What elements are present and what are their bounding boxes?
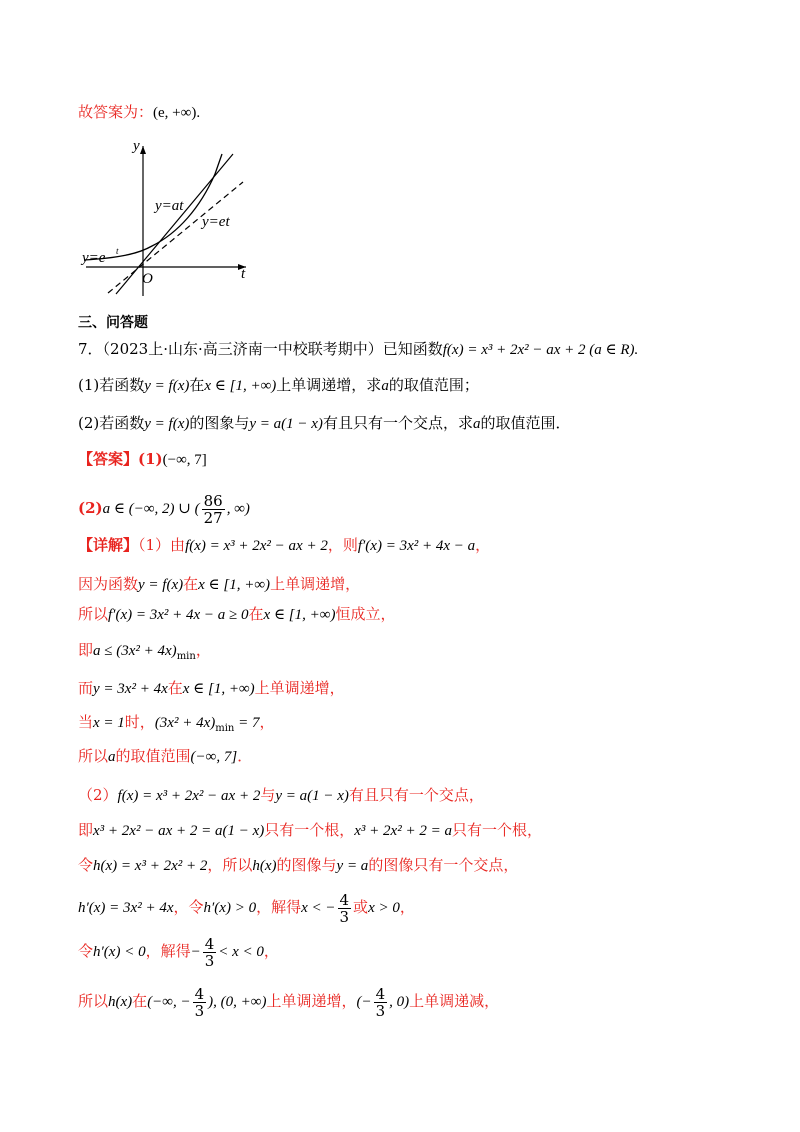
label-et: y=et xyxy=(202,214,230,230)
origin-label: O xyxy=(142,271,153,287)
d2f: y = f(x) xyxy=(138,577,184,593)
d12b: ，解得 xyxy=(145,942,191,960)
d13r1b: ), (0, +∞) xyxy=(208,994,267,1010)
t-axis-label: t xyxy=(241,266,246,282)
d13c: 上单调递增， xyxy=(266,992,357,1010)
d10h: h(x) xyxy=(252,858,277,874)
d4a: 即 xyxy=(78,641,94,659)
d13-frac2 xyxy=(374,986,388,1019)
detail-line-5 xyxy=(78,678,345,699)
d6sub: min xyxy=(215,723,235,734)
d9b: 只有一个根， xyxy=(264,821,355,839)
d9c: 只有一个根， xyxy=(451,821,542,839)
answer-v2b: , ∞) xyxy=(226,501,250,517)
final-answer-prefix: 故答案为： xyxy=(78,103,154,121)
d1c: ， xyxy=(475,536,491,554)
detail-tag: 【详解】 xyxy=(78,536,139,554)
q7-2-end: 的取值范围． xyxy=(480,414,571,432)
d13den2: 3 xyxy=(375,1001,386,1020)
d3c: 恒成立， xyxy=(335,605,396,623)
q7-part-1 xyxy=(78,375,479,396)
d12g: h′(x) < 0 xyxy=(93,944,146,960)
final-answer-line xyxy=(78,102,200,123)
answer-line-2 xyxy=(78,488,250,528)
q7-2-a: a xyxy=(472,416,481,432)
answer-line-1 xyxy=(78,449,207,470)
d10f: h(x) = x³ + 2x² + 2 xyxy=(93,858,208,874)
detail-line-8 xyxy=(78,785,484,806)
d8a: （2） xyxy=(78,786,118,804)
q7-number: 7． xyxy=(78,340,103,358)
d13den: 3 xyxy=(194,1001,205,1020)
d12x2: < x < 0 xyxy=(218,944,264,960)
d2b: 在 xyxy=(183,575,199,593)
d12c: ， xyxy=(263,942,279,960)
d3f: f′(x) = 3x² + 4x − a ≥ 0 xyxy=(108,607,249,623)
d13d: 上单调递减， xyxy=(409,992,500,1010)
d11-frac xyxy=(338,892,352,925)
d1df: f′(x) = 3x² + 4x − a xyxy=(357,538,476,554)
d3a: 所以 xyxy=(78,605,109,623)
detail-line-13 xyxy=(78,979,499,1023)
detail-line-10 xyxy=(78,855,518,876)
d1f: f(x) = x³ + 2x² − ax + 2 xyxy=(185,538,328,554)
d6f: (3x² + 4x) xyxy=(154,715,216,731)
exp-curve xyxy=(84,154,222,260)
d3b: 在 xyxy=(248,605,264,623)
d11a: ，令 xyxy=(173,898,204,916)
d8f: f(x) = x³ + 2x² − ax + 2 xyxy=(117,788,261,804)
d12num: 4 xyxy=(204,934,215,953)
answer-frac-num: 86 xyxy=(203,491,223,510)
d1a: （1）由 xyxy=(138,536,186,554)
d2a: 因为函数 xyxy=(78,575,139,593)
answer-frac-den: 27 xyxy=(203,508,223,527)
d10d: 的图像只有一个交点， xyxy=(368,856,519,874)
q7-1-func: y = f(x) xyxy=(144,378,190,394)
detail-line-6 xyxy=(78,712,275,739)
d6a: 当 xyxy=(78,713,94,731)
exponential-graph xyxy=(78,138,268,304)
detail-line-9 xyxy=(78,820,542,841)
d6x: x = 1 xyxy=(93,715,125,731)
d8c: 有且只有一个交点， xyxy=(348,786,484,804)
d5a: 而 xyxy=(78,679,94,697)
q7-1-label: (1)若函数 xyxy=(78,376,145,394)
d4f: a ≤ (3x² + 4x) xyxy=(93,643,177,659)
q7-1-mid: 在 xyxy=(189,376,205,394)
d12a: 令 xyxy=(78,942,94,960)
q7-2-mid: 的图象与 xyxy=(189,414,250,432)
d11y: x > 0 xyxy=(368,900,400,916)
d9f: x³ + 2x² − ax + 2 = a(1 − x) xyxy=(93,823,265,839)
d5b: 在 xyxy=(167,679,183,697)
d4sub: min xyxy=(176,651,196,662)
detail-line-4 xyxy=(78,640,211,667)
d9a: 即 xyxy=(78,821,94,839)
answer-p2: (2) xyxy=(78,499,103,517)
d11d: ， xyxy=(399,898,415,916)
q7-2-g: y = a(1 − x) xyxy=(249,416,323,432)
label-exp-sup: t xyxy=(116,246,119,256)
q7-1-end: 的取值范围； xyxy=(388,376,479,394)
d8b: 与 xyxy=(260,786,276,804)
d13r2a: (− xyxy=(356,994,372,1010)
d13b: 在 xyxy=(132,992,148,1010)
d12den: 3 xyxy=(204,951,215,970)
d3d: x ∈ [1, +∞) xyxy=(263,607,336,623)
d10c: 的图像与 xyxy=(276,856,337,874)
d11f: h′(x) = 3x² + 4x xyxy=(78,900,174,916)
q7-1-a: a xyxy=(381,378,389,394)
d2c: 上单调递增， xyxy=(270,575,361,593)
d5d: x ∈ [1, +∞) xyxy=(182,681,255,697)
d10g: y = a xyxy=(336,858,369,874)
d13num: 4 xyxy=(194,984,205,1003)
y-axis-label: y xyxy=(133,138,140,154)
d13h: h(x) xyxy=(108,994,133,1010)
d13r2b: , 0) xyxy=(389,994,410,1010)
d10b: ，所以 xyxy=(207,856,253,874)
d6v: = 7 xyxy=(234,715,260,731)
answer-v2a: a ∈ (−∞, 2) ∪ ( xyxy=(102,501,200,517)
answer-fraction xyxy=(202,493,225,526)
question-7 xyxy=(78,339,638,360)
d7a: 所以 xyxy=(78,747,109,765)
d5c: 上单调递增， xyxy=(254,679,345,697)
d1b: ，则 xyxy=(327,536,358,554)
detail-line-7 xyxy=(78,746,252,767)
q7-function: f(x) = x³ + 2x² − ax + 2 (a ∈ R). xyxy=(442,342,639,358)
q7-source: （2023上·山东·高三济南一中校联考期中）已知函数 xyxy=(102,340,443,358)
final-answer-value: (e, +∞). xyxy=(153,105,201,121)
d7r: (−∞, 7] xyxy=(190,749,238,765)
answer-tag: 【答案】 xyxy=(78,450,139,468)
q7-part-2 xyxy=(78,413,570,434)
d11g: h′(x) > 0 xyxy=(203,900,257,916)
q7-1-domain: x ∈ [1, +∞) xyxy=(204,378,277,394)
answer-v1: (−∞, 7] xyxy=(162,452,207,468)
answer-p1: (1) xyxy=(138,450,163,468)
d9g: x³ + 2x² + 2 = a xyxy=(354,823,452,839)
d10a: 令 xyxy=(78,856,94,874)
section-heading: 三、问答题 xyxy=(78,315,148,331)
detail-line-11 xyxy=(78,885,415,929)
d12-frac xyxy=(203,936,217,969)
y-axis-arrow xyxy=(140,146,146,154)
q7-2-label: (2)若函数 xyxy=(78,414,145,432)
d6b: 时， xyxy=(124,713,155,731)
d12x1: − xyxy=(190,944,201,960)
d4c: ， xyxy=(195,641,211,659)
d6c: ， xyxy=(259,713,275,731)
detail-line-12 xyxy=(78,929,279,973)
q7-2-tail: 有且只有一个交点，求 xyxy=(322,414,473,432)
d13-frac1 xyxy=(193,986,207,1019)
d8g: y = a(1 − x) xyxy=(275,788,349,804)
d11den: 3 xyxy=(339,907,350,926)
d13a: 所以 xyxy=(78,992,109,1010)
d7c: ． xyxy=(237,747,253,765)
d11c: 或 xyxy=(353,898,369,916)
label-at: y=at xyxy=(155,198,184,214)
d5f: y = 3x² + 4x xyxy=(93,681,168,697)
d13num2: 4 xyxy=(375,984,386,1003)
detail-line-2 xyxy=(78,574,360,595)
d11b: ，解得 xyxy=(256,898,302,916)
d13r1a: (−∞, − xyxy=(147,994,191,1010)
d7b: 的取值范围 xyxy=(115,747,191,765)
detail-line-1 xyxy=(78,535,490,556)
q7-1-tail: 上单调递增，求 xyxy=(276,376,382,394)
d2d: x ∈ [1, +∞) xyxy=(198,577,271,593)
q7-2-func: y = f(x) xyxy=(144,416,190,432)
label-exp: y=e xyxy=(82,250,106,266)
detail-line-3 xyxy=(78,604,395,625)
d7v: a xyxy=(108,749,116,765)
d11num: 4 xyxy=(339,890,350,909)
d11x: x < − xyxy=(301,900,336,916)
